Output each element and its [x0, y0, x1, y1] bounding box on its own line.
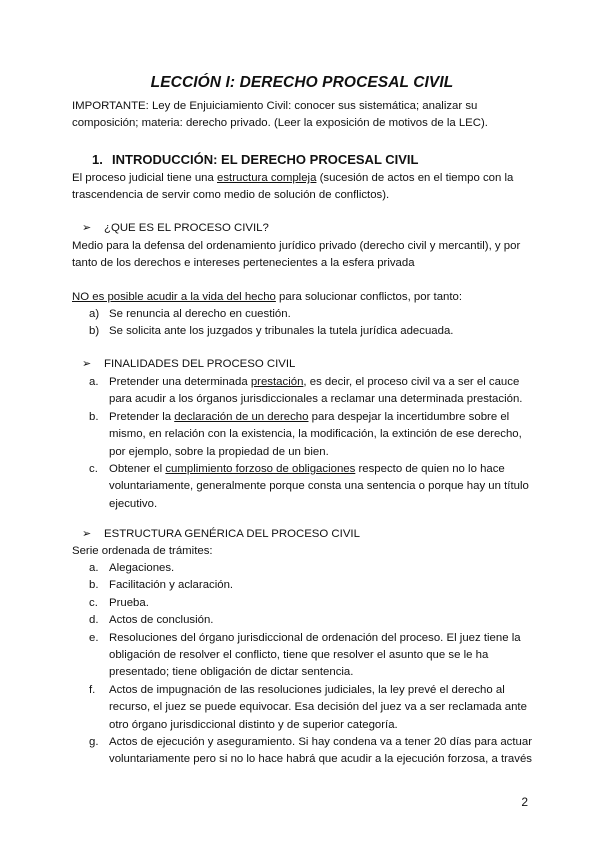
text-run: Pretender una determinada — [109, 376, 251, 388]
list-marker: c. — [89, 596, 98, 609]
que-es-list — [72, 306, 532, 341]
list-item — [72, 409, 532, 461]
estructura-list — [72, 560, 532, 769]
list-marker: f. — [89, 683, 96, 696]
section-title: INTRODUCCIÓN: EL DERECHO PROCESAL CIVIL — [112, 152, 419, 167]
list-marker: d. — [89, 614, 99, 627]
list-marker: b. — [89, 410, 99, 423]
list-item-text: Alegaciones. — [109, 562, 175, 574]
list-marker: b. — [89, 579, 99, 592]
text-run: El proceso judicial tiene una — [72, 172, 218, 184]
list-item-text: Actos de ejecución y aseguramiento. Si hay condena va a tener 20 días para actuar voluntariamente pero si no lo hace habrá que acudir a la ejecución forzosa, a través — [109, 736, 532, 766]
list-item-text: Actos de impugnación de las resoluciones judiciales, la ley prevé el derecho al recurso, el juez se puede equivocar. Esa decisión del juez va a ser reclamada ante otro órgano jurisdiccional distinto y de superior categoría. — [109, 683, 527, 731]
list-item — [72, 560, 532, 577]
underlined-term: NO es posible acudir a la vida del hecho — [72, 291, 276, 303]
list-item-text: Se solicita ante los juzgados y tribunales la tutela jurídica adecuada. — [109, 325, 454, 338]
list-marker: c. — [89, 463, 98, 476]
arrow-bullet-icon: ➢ — [82, 528, 92, 540]
list-marker: g. — [89, 736, 99, 749]
list-marker: a. — [89, 376, 99, 388]
subheading-label: ¿QUE ES EL PROCESO CIVIL? — [104, 222, 269, 234]
list-item — [72, 630, 532, 682]
list-item — [72, 682, 532, 734]
list-item — [72, 577, 532, 594]
list-item — [72, 374, 532, 409]
list-marker: a. — [89, 562, 99, 574]
list-item-text: Prueba. — [109, 596, 149, 609]
underlined-term: declaración de un derecho — [174, 410, 309, 423]
subheading-que-es — [82, 221, 269, 234]
text-run: Pretender la — [109, 410, 175, 423]
underlined-term: cumplimiento forzoso de obligaciones — [165, 463, 356, 476]
subheading-finalidades — [82, 357, 295, 370]
section-heading — [92, 152, 418, 167]
list-item — [72, 461, 532, 513]
section-intro-paragraph — [72, 170, 532, 205]
list-item-text: Facilitación y aclaración. — [109, 579, 234, 592]
page-number: 2 — [521, 795, 528, 809]
underlined-term: prestación — [250, 376, 304, 388]
finalidades-list — [72, 374, 532, 513]
list-item-text: Actos de conclusión. — [109, 614, 214, 627]
list-item-text: Resoluciones del órgano jurisdiccional de ordenación del proceso. El juez tiene la obligación de resolver el conflicto, tiene que resolver el asunto que se le ha presentado; tiene obligación de dictar sentencia. — [109, 631, 521, 679]
underlined-term: estructura compleja — [217, 172, 317, 184]
no-posible-paragraph — [72, 289, 532, 306]
section-number: 1. — [92, 152, 103, 167]
list-item — [72, 595, 532, 612]
important-note: IMPORTANTE: Ley de Enjuiciamiento Civil: conocer sus sistemática; analizar su composición; materia: derecho privado. (Leer la exposición de motivos de la LEC). — [72, 100, 488, 130]
subheading-label: FINALIDADES DEL PROCESO CIVIL — [104, 358, 296, 370]
text-run: (sucesión de actos en el tiempo con la trascendencia de servir como medio de solución de conflictos). — [72, 172, 514, 202]
list-item — [72, 734, 532, 769]
text-run: Obtener el — [109, 463, 166, 476]
estructura-intro: Serie ordenada de trámites: — [72, 545, 213, 557]
list-item — [72, 612, 532, 629]
arrow-bullet-icon: ➢ — [82, 222, 92, 234]
subheading-label: ESTRUCTURA GENÉRICA DEL PROCESO CIVIL — [104, 528, 360, 540]
list-marker: e. — [89, 631, 99, 644]
arrow-bullet-icon: ➢ — [82, 358, 92, 370]
text-run: , es decir, el proceso civil va a ser el cauce para acudir a los órganos jurisdiccionales a reclamar una determinada prestación. — [109, 376, 523, 406]
list-marker: a) — [89, 308, 100, 320]
page-title: LECCIÓN I: DERECHO PROCESAL CIVIL — [150, 74, 454, 91]
subheading-estructura — [82, 527, 360, 540]
definition-paragraph: Medio para la defensa del ordenamiento jurídico privado (derecho civil y mercantil), y por tanto de los derechos e intereses pertenecientes a la esfera privada — [72, 240, 521, 270]
list-item-text: Se renuncia al derecho en cuestión. — [109, 308, 291, 320]
list-item — [72, 323, 532, 340]
text-run: para despejar la incertidumbre sobre el mismo, en relación con la existencia, la modificación, la extinción de ese derecho, por ejemplo, sobre la propiedad de un bien. — [109, 410, 522, 458]
list-item — [72, 306, 532, 323]
list-marker: b) — [89, 325, 100, 338]
text-run: para solucionar conflictos, por tanto: — [275, 291, 463, 303]
text-run: respecto de quien no lo hace voluntariamente, generalmente porque consta una sentencia o porque hay un título ejecutivo. — [109, 463, 529, 510]
